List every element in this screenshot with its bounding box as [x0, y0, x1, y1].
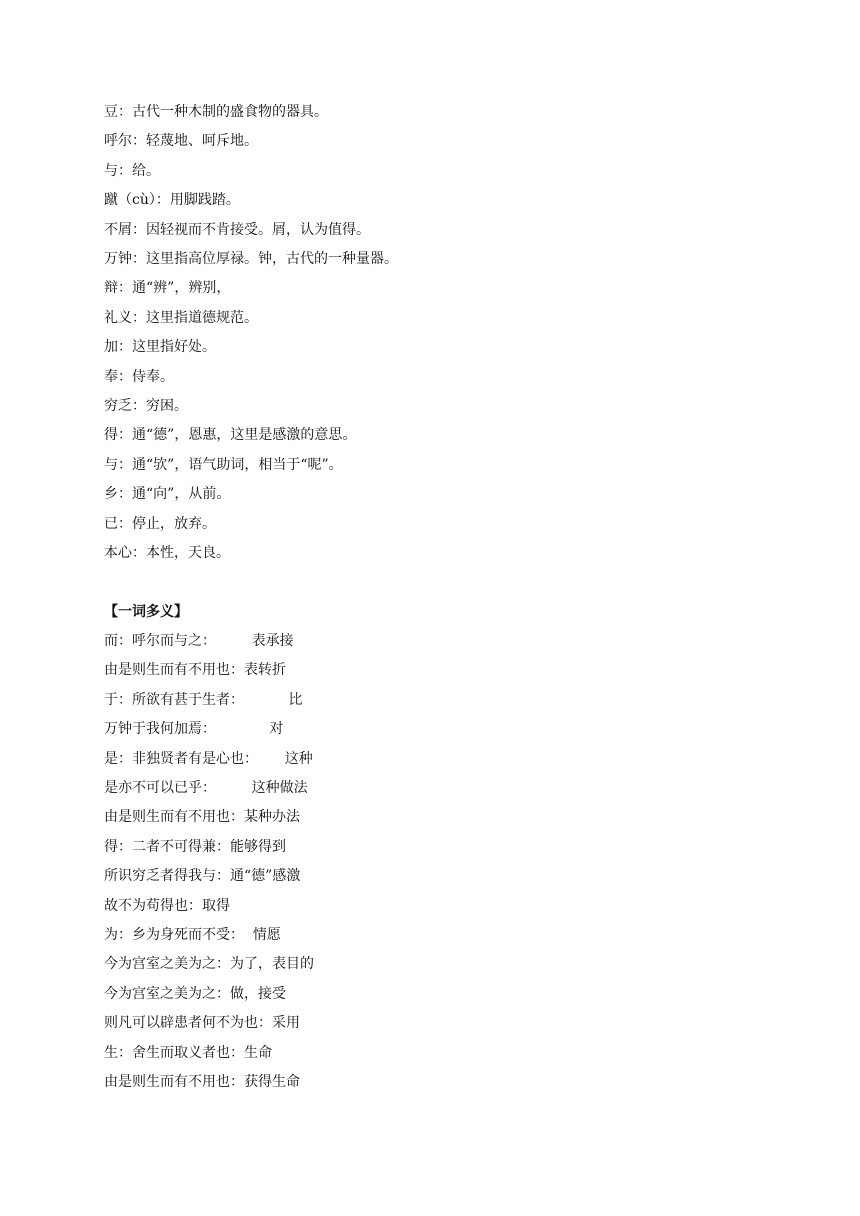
polysemy-line: 万钟于我何加焉： 对	[104, 721, 284, 738]
glossary-line: 礼义：这里指道德规范。	[104, 309, 258, 326]
glossary-line: 蹴（cù）：用脚践踏。	[104, 192, 240, 209]
polysemy-line: 是：非独贤者有是心也： 这种	[104, 750, 313, 767]
polysemy-list	[104, 627, 764, 1098]
glossary-line: 奉：侍奉。	[104, 368, 174, 385]
glossary-line: 穷乏：穷困。	[104, 398, 188, 415]
polysemy-line: 由是则生而有不用也：表转折	[104, 662, 286, 679]
document-body	[104, 98, 764, 1097]
glossary-line: 已：停止，放弃。	[104, 515, 216, 532]
glossary-line: 与：通“欤”，语气助词，相当于“呢”。	[104, 456, 343, 473]
glossary-line: 得：通“德”，恩惠，这里是感激的意思。	[104, 427, 357, 444]
glossary-line: 豆：古代一种木制的盛食物的器具。	[104, 104, 328, 120]
polysemy-line: 今为宫室之美为之：为了，表目的	[104, 956, 314, 973]
polysemy-line: 得：二者不可得兼：能够得到	[104, 838, 286, 855]
glossary-line: 不屑：因轻视而不肯接受。屑，认为值得。	[104, 221, 370, 238]
glossary-line: 与：给。	[104, 162, 160, 179]
polysemy-line: 由是则生而有不用也：获得生命	[104, 1074, 300, 1090]
polysemy-line: 所识穷乏者得我与：通“德”感激	[104, 868, 301, 885]
glossary-list	[104, 98, 764, 569]
glossary-line: 辩：通“辨”，辨别，	[104, 280, 231, 297]
polysemy-line: 则凡可以辟患者何不为也：采用	[104, 1015, 300, 1032]
polysemy-line: 生：舍生而取义者也：生命	[104, 1044, 272, 1061]
glossary-line: 加：这里指好处。	[104, 339, 216, 356]
polysemy-line: 由是则生而有不用也：某种办法	[104, 809, 300, 826]
glossary-line: 本心：本性，天良。	[104, 545, 230, 562]
polysemy-line: 而：呼尔而与之： 表承接	[104, 632, 294, 649]
glossary-line: 乡：通“向”，从前。	[104, 486, 231, 503]
glossary-line: 万钟：这里指高位厚禄。钟，古代的一种量器。	[104, 251, 398, 268]
polysemy-line: 为：乡为身死而不受： 情愿	[104, 926, 281, 943]
glossary-line: 呼尔：轻蔑地、呵斥地。	[104, 133, 258, 150]
polysemy-line: 今为宫室之美为之：做，接受	[104, 985, 286, 1002]
polysemy-line: 是亦不可以已乎： 这种做法	[104, 779, 308, 796]
polysemy-line: 于：所欲有甚于生者： 比	[104, 691, 303, 708]
section-heading: 【一词多义】	[104, 603, 188, 620]
polysemy-line: 故不为苟得也：取得	[104, 897, 230, 914]
